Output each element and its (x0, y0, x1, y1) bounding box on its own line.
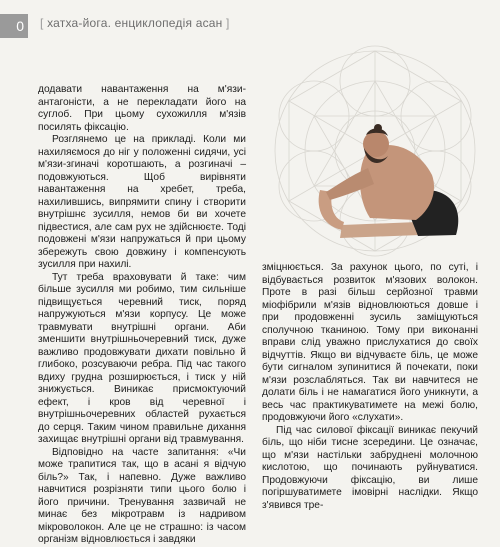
yoga-pose-figure (250, 40, 500, 262)
running-title: хатха-йога. енциклопедія асан (47, 16, 223, 30)
paragraph: додавати навантаження на м'язи-антагоністи, а не перекладати його на суглоб. При цьому сухожилля м'язів посилять фіксацію. (38, 84, 246, 133)
paragraph: зміцнюється. За рахунок цього, по суті, і відбувається розвиток м'язових волокон. Проте в разі більш серйозної травми міофібрили м'язів відновлюються довше і при продовженні зусиль заміщуються сполучною тканиною. Тому при виконанні вправи слід уважно прислухатися до своїх відчуттів. Якщо ви відчуваєте біль, це може бути сигналом зупинитися й почекати, поки м'язи розслабляться. Так ви навчитеся не долати біль і не намагатися його уникнути, а весь час практикуватимете на межі болю, продовжуючи його «слухати». (262, 262, 478, 423)
header-bracket-open: [ (40, 16, 44, 30)
page-number: 0 (0, 14, 28, 38)
paragraph: Відповідно на часте запитання: «Чи може трапитися так, що в асані я відчую біль?» Так, і напевно. Дуже важливо навчитися розрізняти типи цього болю і його причини. Тренування зазвичай не минає без мікротравм із надривом мікроволокон. Але це не страшно: із часом організм відновлюється і завдяки (38, 446, 246, 545)
yogi-seated-forward-bend-photo-icon (319, 124, 459, 238)
running-header (40, 16, 230, 30)
header-bracket-close: ] (226, 16, 230, 30)
paragraph: Під час силової фіксації виникає пекучий біль, що ніби тисне зсередини. Це означає, що м'язи настільки забруднені молочною кислотою, що починають руйнуватися. Продовжуючи фіксацію, ви лише погіршуватимете імовірні наслідки. Якщо з'явився тре- (262, 424, 478, 511)
text-column-right (262, 262, 478, 512)
paragraph: Тут треба враховувати й таке: чим більше зусилля ми робимо, тим сильніше підвищується черевний тиск, поряд напружуються м'язи корпусу. Це може травмувати внутрішні органи. Аби зменшити внутрішньочеревний тиск, дуже важливо продовжувати дихати повільно й глибоко, розсуваючи ребра. Під час такого вдиху грудна розширюється, і тиск у ній знижується. Виникає присмоктуючий ефект, і кров від черевної і внутрішньочеревних областей рухається до серця. Таким чином правильне дихання захищає внутрішні органи від травмування. (38, 271, 246, 445)
text-column-left (38, 84, 246, 547)
paragraph: Розглянемо це на прикладі. Коли ми нахиляємося до ніг у положенні сидячи, усі м'язи-згиначі коротшають, а розгиначі – подовжуються. Щоб вирівняти навантаження на хребет, треба, нахилившись, випрямити спину і створити внутрішнє зусилля, немов би ви хочете підвестися, але сам рух не здійснюєте. Тоді подовжені м'язи напружаться й при цьому збережуть свою довжину і компенсують зусилля при нахилі. (38, 134, 246, 270)
flower-of-life-geometric-pattern-icon (250, 40, 500, 262)
